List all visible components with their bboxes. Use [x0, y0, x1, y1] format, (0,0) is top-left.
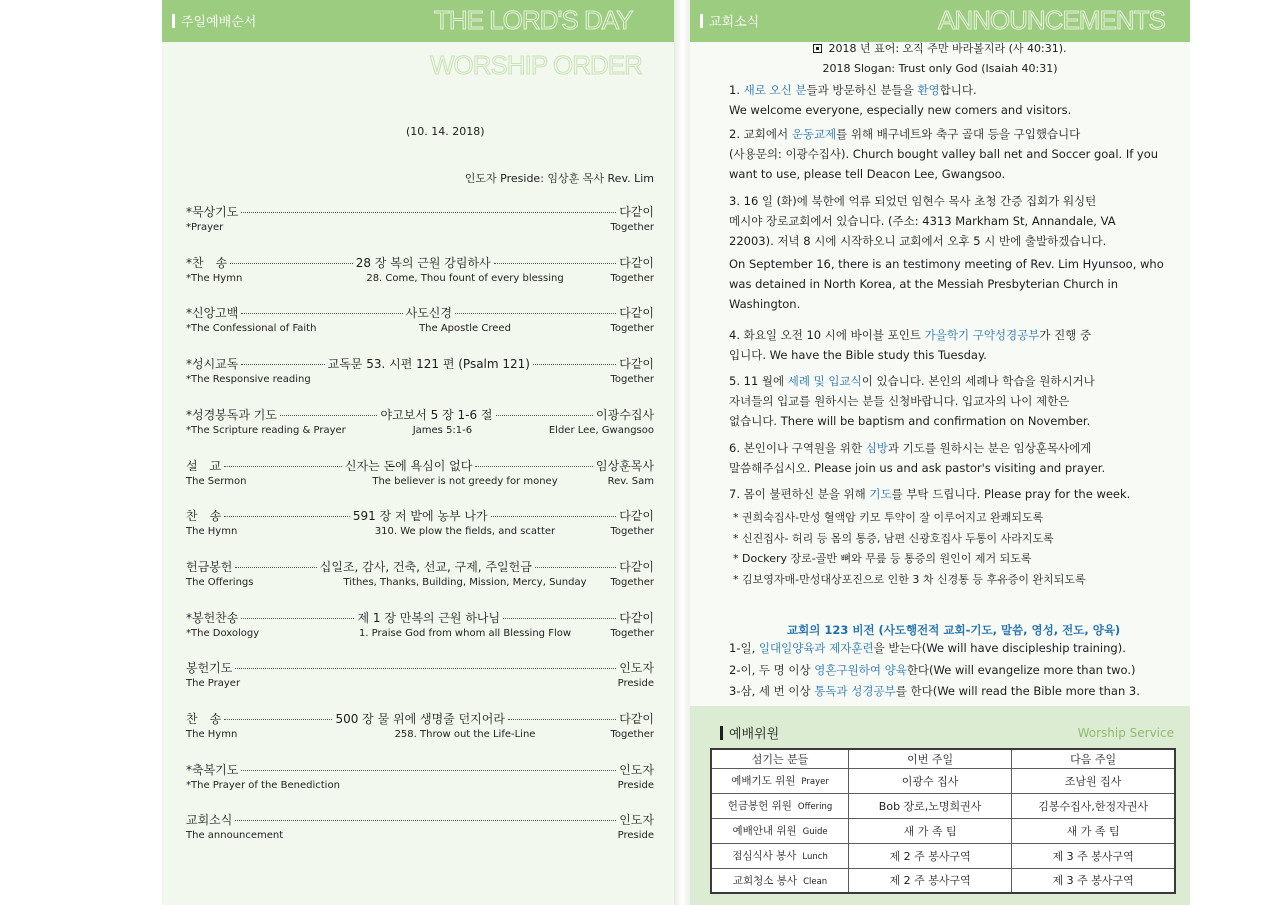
order-item-name-ko: *묵상기도: [186, 205, 239, 219]
announcement-7: 7. 몸이 불편하신 분을 위해 기도를 부탁 드립니다. Please pray for the week.: [729, 487, 1131, 501]
worship-order-page: [162, 0, 674, 905]
this-week-cell: Bob 장로,노명희권사: [849, 793, 1012, 818]
order-item-desc-ko: 500 장 물 위에 생명줄 던지어라: [335, 712, 505, 726]
announcement-3: 3. 16 일 (화)에 북한에 억류 되었던 임현수 목사 초청 간증 집회가 워싱턴 메시야 장로교회에서 있습니다. (주소: 4313 Markham St, Annandale, VA 22003). 저녁 8 시에 시작하오니 교회에서 오후 5 시 반에 출발하겠습니다. On September 16, there is an testimony meeting of Rev. Lim Hyunsoo, who was detained in North Korea, at the Messiah Presbyterian Church in Washington.: [729, 194, 1164, 311]
order-item-desc-ko: 야고보서 5 장 1-6 절: [380, 408, 493, 422]
order-item-performer-en: Together: [610, 577, 654, 588]
square-bullet-icon: [813, 44, 822, 53]
dotted-leader: [224, 466, 342, 467]
this-week-cell: 새 가 족 팀: [849, 818, 1012, 843]
order-item-performer-ko: 다같이: [619, 712, 654, 726]
order-item-performer-ko: 다같이: [619, 205, 654, 219]
order-item-performer-en: Together: [610, 273, 654, 284]
order-item-desc-ko: 591 장 저 밭에 농부 나가: [352, 509, 488, 523]
worship-order-title: WORSHIP ORDER: [430, 50, 642, 80]
order-item-name-ko: 봉헌기도: [186, 661, 233, 675]
order-item-performer-ko: 다같이: [619, 560, 654, 574]
next-week-cell: 새 가 족 팀: [1012, 818, 1175, 843]
list-item: 2-이, 두 명 이상 영혼구원하여 양육한다(We will evangelize more than two.): [729, 662, 1136, 677]
announcements-title: ANNOUNCEMENTS: [938, 5, 1165, 35]
role-en: Clean: [803, 876, 828, 887]
order-item-desc-en: The Apostle Creed: [419, 323, 511, 334]
dotted-leader: [503, 618, 616, 619]
role-ko: 헌금봉헌 위원: [727, 800, 792, 812]
announcements-section-label: 교회소식: [700, 11, 759, 30]
role-cell: [711, 793, 849, 818]
role-en: Guide: [802, 827, 828, 837]
list-item: * 권희숙집사-만성 혈액암 키모 투약이 잘 이루어지고 완쾌되도록: [733, 511, 1044, 524]
order-item-performer-en: Together: [610, 526, 654, 537]
announcement-6: 6. 본인이나 구역원을 위한 심방과 기도를 원하시는 분은 임상훈목사에게 말씀해주십시오. Please join us and ask pastor's visiting and prayer.: [729, 441, 1106, 475]
order-item-name-en: *The Hymn: [186, 273, 243, 284]
order-item-performer-en: Together: [610, 729, 654, 740]
prayer-request-list: [733, 508, 1086, 590]
dotted-leader: [491, 516, 617, 517]
table-row: [711, 768, 1175, 793]
order-item-desc-en: The believer is not greedy for money: [372, 476, 558, 487]
order-item-name-en: The announcement: [186, 830, 284, 841]
order-item-performer-en: Preside: [617, 780, 654, 791]
dotted-leader: [235, 820, 616, 821]
order-item-name-ko: *찬 송: [186, 256, 228, 270]
service-date: (10. 14. 2018): [406, 125, 485, 138]
role-en: Offering: [797, 802, 833, 812]
order-item-name-ko: 헌금봉헌: [186, 560, 233, 574]
dotted-leader: [496, 415, 594, 416]
dotted-leader: [241, 618, 354, 619]
order-item-performer-ko: 인도자: [619, 813, 654, 827]
order-item-name-en: *The Responsive reading: [186, 374, 311, 385]
order-item-desc-ko: 28 장 복의 근원 강림하사: [355, 256, 491, 270]
this-week-cell: 제 2 주 봉사구역: [849, 868, 1012, 893]
dotted-leader: [535, 567, 616, 568]
order-item-desc-en: 28. Come, Thou fount of every blessing: [366, 273, 564, 284]
order-item: [186, 609, 654, 649]
role-ko: 점심식사 봉사: [732, 850, 797, 862]
list-item: 3-삼, 세 번 이상 통독과 성경공부를 한다(We will read the Bible more than 3.: [729, 684, 1140, 698]
dotted-leader: [235, 567, 316, 568]
dotted-leader: [280, 415, 378, 416]
order-item-performer-ko: 임상훈목사: [596, 459, 654, 473]
role-en: Prayer: [801, 777, 829, 787]
order-item: [186, 203, 654, 243]
dotted-leader: [241, 364, 324, 365]
announcement-4: 4. 화요일 오전 10 시에 바이블 포인트 가을학기 구약성경공부가 진행 중 입니다. We have the Bible study this Tuesday.: [729, 328, 1092, 362]
order-item-name-ko: 교회소식: [186, 813, 233, 827]
role-cell: [711, 868, 849, 893]
order-item-desc-ko: 사도신경: [405, 306, 452, 320]
announcements-page: [690, 0, 1190, 905]
order-item-performer-ko: 인도자: [619, 661, 654, 675]
order-item-name-ko: 찬 송: [186, 712, 222, 726]
table-row: [711, 868, 1175, 893]
order-item-performer-ko: 이광수집사: [596, 408, 655, 422]
order-item-name-en: *The Confessional of Faith: [186, 323, 317, 334]
column-header: 이번 주일: [849, 749, 1012, 768]
dotted-leader: [508, 719, 616, 720]
next-week-cell: 제 3 주 봉사구역: [1012, 843, 1175, 868]
vision-title: 교회의 123 비전 (사도행전적 교회-기도, 말씀, 영성, 전도, 양육): [787, 623, 1121, 637]
role-cell: [711, 768, 849, 793]
order-item: [186, 406, 654, 446]
order-item: [186, 558, 654, 598]
list-item: * 김보영자매-만성대상포진으로 인한 3 차 신경통 등 후유증이 완치되도록: [733, 572, 1086, 586]
order-item: [186, 507, 654, 547]
announcement-2: 2. 교회에서 운동교제를 위해 배구네트와 축구 골대 등을 구입했습니다 (사용문의: 이광수집사). Church bought valley ball net and Soccer goal. If you want to use, please tell Deacon Lee, Gwangsoo.: [729, 127, 1159, 181]
order-item-performer-en: Rev. Sam: [607, 476, 654, 487]
order-item-performer-ko: 다같이: [619, 306, 654, 320]
list-item: * Dockery 장로-골반 뼈와 무릎 등 통증의 원인이 제거 되도록: [733, 552, 1032, 565]
order-item-name-ko: 설 교: [186, 459, 222, 473]
order-item-performer-ko: 다같이: [619, 256, 655, 270]
order-item: [186, 761, 654, 801]
order-item-performer-ko: 다같이: [619, 357, 655, 371]
role-ko: 예배기도 위원: [731, 775, 796, 787]
order-item-performer-en: Preside: [617, 678, 654, 689]
order-item-performer-en: Together: [610, 222, 654, 233]
order-item-performer-ko: 다같이: [619, 509, 654, 523]
order-item-name-ko: *성경봉독과 기도: [186, 408, 277, 422]
next-week-cell: 조남원 집사: [1012, 768, 1175, 793]
order-item-desc-ko: 교독문 53. 시편 121 편 (Psalm 121): [327, 357, 530, 371]
worship-service-table: [710, 748, 1176, 894]
table-row: [711, 818, 1175, 843]
next-week-cell: 김봉수집사,한정자권사: [1012, 793, 1175, 818]
order-item-name-ko: *봉헌찬송: [186, 611, 239, 625]
table-row: [711, 843, 1175, 868]
dotted-leader: [533, 364, 616, 365]
list-item: * 신진집사- 허리 등 몸의 통증, 남편 신광호집사 두통이 사라지도록: [733, 531, 1054, 545]
worship-service-title-en: Worship Service: [1077, 726, 1174, 740]
table-row: [711, 793, 1175, 818]
order-item-name-en: *The Doxology: [186, 628, 260, 639]
order-item-performer-en: Elder Lee, Gwangsoo: [548, 425, 654, 436]
this-week-cell: 이광수 집사: [849, 768, 1012, 793]
dotted-leader: [241, 313, 402, 314]
order-item-performer-en: Together: [610, 323, 654, 334]
order-item-performer-ko: 다같이: [619, 611, 655, 625]
order-item-desc-en: James 5:1-6: [412, 425, 473, 436]
order-item: [186, 355, 654, 395]
vision-list: [729, 638, 1140, 703]
order-item-desc-en: 258. Throw out the Life-Line: [394, 729, 536, 740]
dotted-leader: [241, 212, 616, 213]
order-item-name-en: *Prayer: [186, 222, 224, 233]
list-item: 1-일, 일대일양육과 제자훈련을 받는다(We will have discipleship training).: [729, 641, 1126, 655]
role-ko: 예배안내 위원: [732, 825, 797, 837]
order-item-performer-ko: 인도자: [619, 763, 654, 777]
order-item: [186, 710, 654, 750]
order-item-name-ko: *신앙고백: [186, 306, 239, 320]
column-header: 섬기는 분들: [711, 749, 849, 768]
dotted-leader: [241, 770, 616, 771]
table-header-row: [711, 749, 1175, 768]
order-item-name-ko: 찬 송: [186, 509, 222, 523]
order-item-performer-en: Preside: [617, 830, 654, 841]
order-item-name-en: *The Scripture reading & Prayer: [186, 425, 346, 436]
order-item: [186, 304, 654, 344]
dotted-leader: [475, 466, 593, 467]
role-ko: 교회청소 봉사: [732, 874, 798, 887]
presider-line: 인도자 Preside: 임상훈 목사 Rev. Lim: [464, 172, 654, 185]
order-item: [186, 254, 654, 294]
order-item: [186, 811, 654, 851]
announcement-5: 5. 11 월에 세례 및 입교식이 있습니다. 본인의 세례나 학습을 원하시거나 자녀들의 입교를 원하시는 분들 신청바랍니다. 입교자의 나이 제한은 없습니다. There will be baptism and confirmation on November.: [729, 374, 1095, 428]
order-item-name-en: *The Prayer of the Benediction: [186, 780, 340, 791]
order-item-desc-ko: 십일조, 감사, 건축, 선교, 구제, 주일헌금: [319, 560, 532, 574]
this-week-cell: 제 2 주 봉사구역: [849, 843, 1012, 868]
announcement-1: 1. 새로 오신 분들과 방문하신 분들을 환영합니다. We welcome everyone, especially new comers and visitors.: [729, 83, 1072, 117]
order-item-desc-en: 310. We plow the fields, and scatter: [374, 526, 556, 537]
slogan-english: 2018 Slogan: Trust only God (Isaiah 40:31): [822, 62, 1058, 75]
order-item: [186, 457, 654, 497]
dotted-leader: [494, 263, 617, 264]
order-item-desc-ko: 제 1 장 만복의 근원 하나님: [357, 611, 501, 625]
order-item-performer-en: Together: [610, 374, 654, 385]
worship-service-box: [690, 706, 1190, 905]
slogan-korean: 2018 년 표어: 오직 주만 바라볼지라 (사 40:31).: [690, 40, 1190, 56]
dotted-leader: [230, 263, 353, 264]
order-item-name-en: The Hymn: [186, 526, 238, 537]
order-item-desc-en: 1. Praise God from whom all Blessing Flow: [358, 628, 572, 639]
order-item-name-en: The Prayer: [186, 678, 241, 689]
dotted-leader: [235, 668, 616, 669]
worship-service-title: 예배위원: [720, 723, 779, 742]
dotted-leader: [224, 719, 332, 720]
page-gutter: [674, 0, 690, 905]
lords-day-title: THE LORD'S DAY: [434, 5, 633, 35]
order-item-name-en: The Offerings: [186, 577, 254, 588]
role-en: Lunch: [802, 852, 828, 862]
order-item-name-ko: *성시교독: [186, 357, 239, 371]
column-header: 다음 주일: [1012, 749, 1175, 768]
order-item: [186, 659, 654, 699]
dotted-leader: [455, 313, 616, 314]
next-week-cell: 제 3 주 봉사구역: [1012, 868, 1175, 893]
role-cell: [711, 818, 849, 843]
role-cell: [711, 843, 849, 868]
order-item-name-en: The Sermon: [186, 476, 247, 487]
order-item-desc-en: Tithes, Thanks, Building, Mission, Mercy, Sunday: [343, 577, 587, 588]
order-item-performer-en: Together: [610, 628, 654, 639]
order-item-name-ko: *축복기도: [186, 763, 239, 777]
dotted-leader: [224, 516, 350, 517]
order-item-name-en: The Hymn: [186, 729, 238, 740]
worship-order-section-label: 주일예배순서: [172, 11, 256, 30]
order-item-desc-ko: 신자는 돈에 욕심이 없다: [344, 459, 473, 473]
